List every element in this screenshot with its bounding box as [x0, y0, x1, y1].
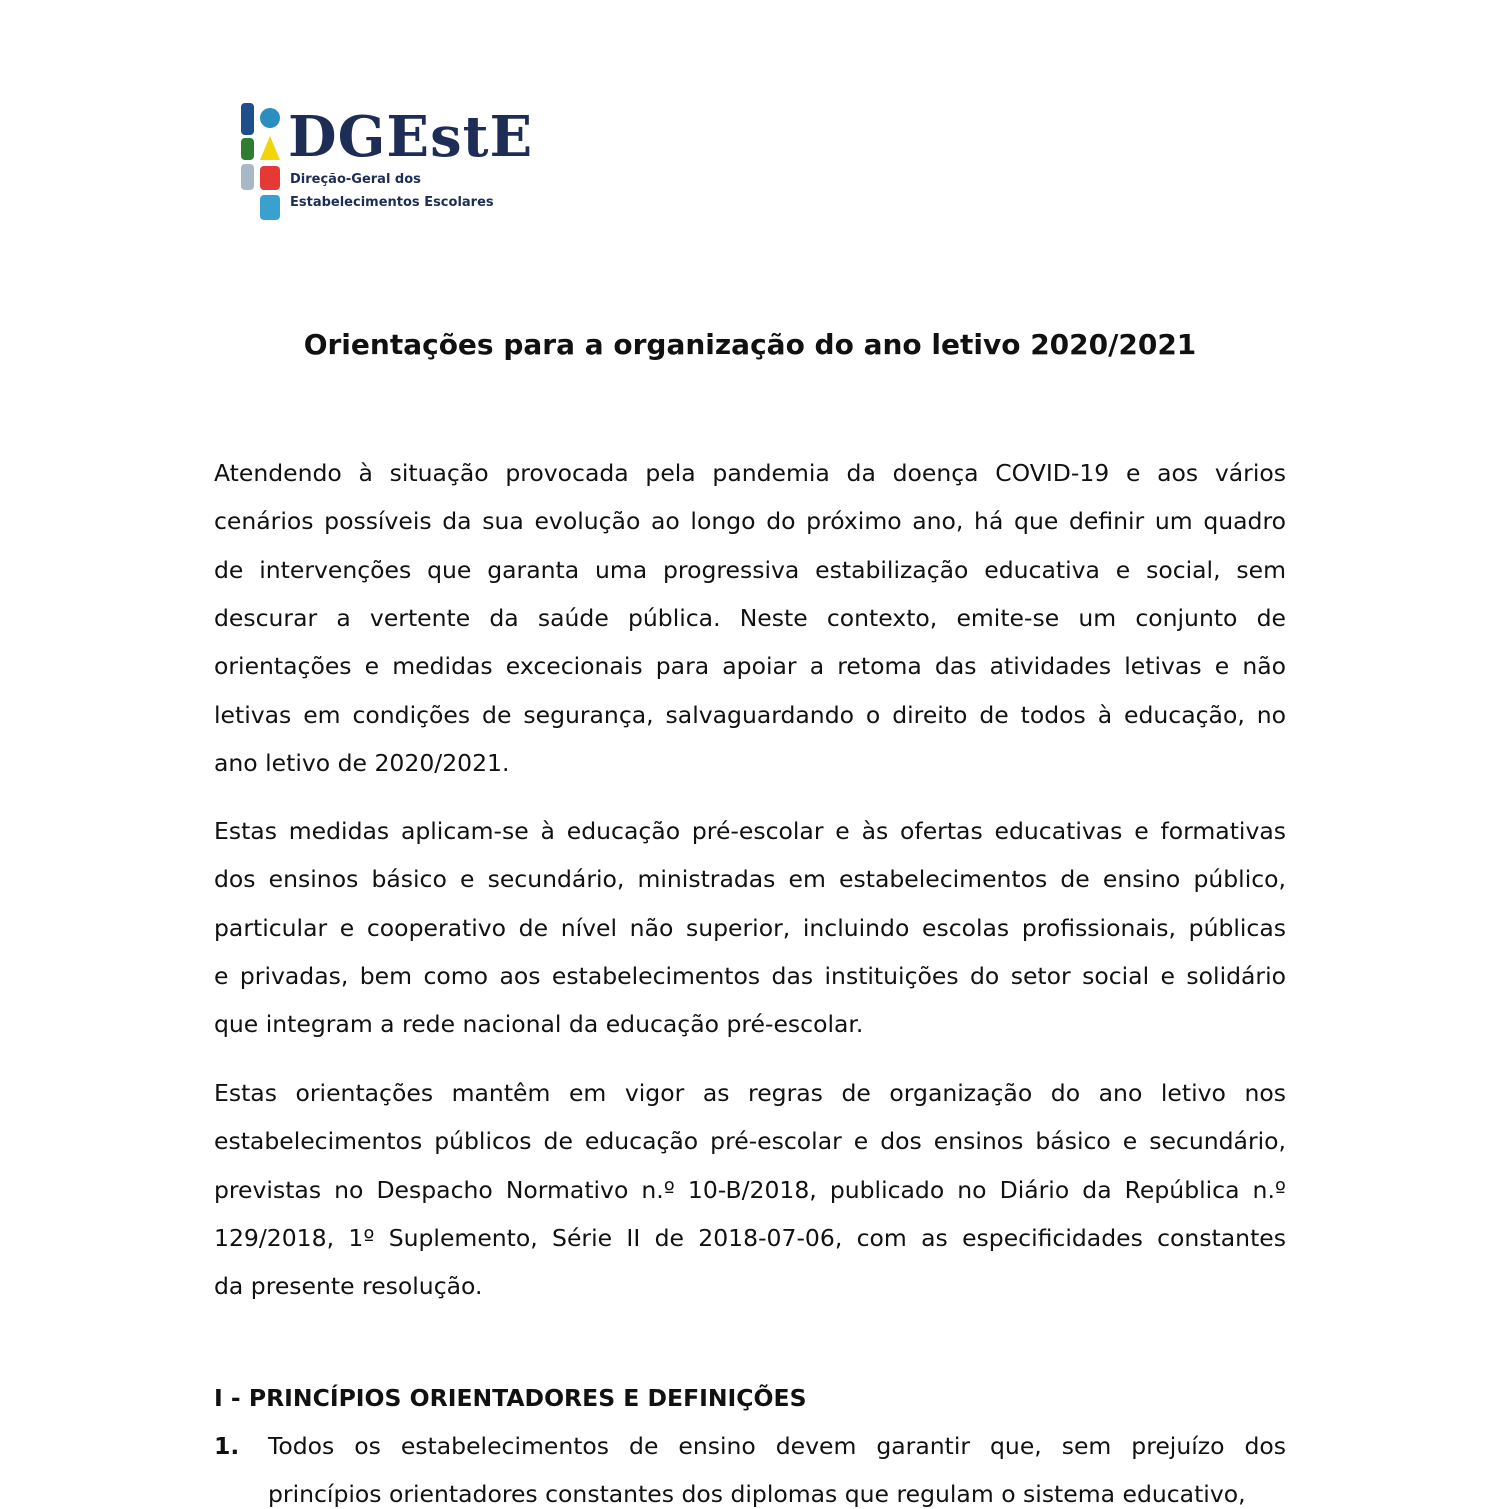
paragraph-line: 129/2018, 1º Suplemento, Série II de 2018-07-06, com as especificidades constantes: [214, 1223, 1286, 1252]
paragraph-line: ano letivo de 2020/2021.: [214, 748, 510, 777]
paragraph-line: de intervenções que garanta uma progressiva estabilização educativa e social, sem: [214, 555, 1286, 584]
paragraph-line: Atendendo à situação provocada pela pandemia da doença COVID-19 e aos vários: [214, 459, 1286, 487]
list-item-line: Todos os estabelecimentos de ensino devem garantir que, sem prejuízo dos: [268, 1432, 1286, 1460]
paragraph-line: particular e cooperativo de nível não superior, incluindo escolas profissionais, públicas: [214, 913, 1286, 942]
paragraph-line: Estas medidas aplicam-se à educação pré-escolar e às ofertas educativas e formativas: [214, 817, 1286, 845]
logo-block: [260, 195, 280, 220]
paragraph-line: descurar a vertente da saúde pública. Neste contexto, emite-se um conjunto de: [214, 603, 1286, 632]
paragraph-line: que integram a rede nacional da educação pré-escolar.: [214, 1010, 864, 1039]
logo-block: [260, 108, 280, 128]
logo-block: [241, 103, 254, 135]
paragraph-line: estabelecimentos públicos de educação pré-escolar e dos ensinos básico e secundário,: [214, 1127, 1286, 1156]
paragraph-line: letivas em condições de segurança, salvaguardando o direito de todos à educação, no: [214, 700, 1286, 729]
dgeste-logo: [238, 100, 538, 225]
logo-subtitle: Estabelecimentos Escolares: [290, 195, 494, 210]
paragraph-line: cenários possíveis da sua evolução ao longo do próximo ano, há que definir um quadro: [214, 507, 1286, 536]
list-item-number: 1.: [214, 1432, 240, 1460]
logo-block: [260, 166, 280, 190]
logo-subtitle: Direção-Geral dos: [290, 172, 421, 187]
paragraph-line: da presente resolução.: [214, 1272, 483, 1301]
list-item-line: princípios orientadores constantes dos diplomas que regulam o sistema educativo,: [268, 1480, 1246, 1508]
logo-wordmark: DGEstE: [288, 104, 534, 170]
document-title: Orientações para a organização do ano letivo 2020/2021: [303, 328, 1197, 361]
logo-block: [241, 164, 254, 190]
paragraph-line: orientações e medidas excecionais para apoiar a retoma das atividades letivas e não: [214, 652, 1286, 681]
paragraph-line: previstas no Despacho Normativo n.º 10-B/2018, publicado no Diário da República n.º: [214, 1175, 1286, 1204]
paragraph-line: Estas orientações mantêm em vigor as regras de organização do ano letivo nos: [214, 1079, 1286, 1107]
logo-triangle: [260, 136, 280, 160]
section-heading: I - PRINCÍPIOS ORIENTADORES E DEFINIÇÕES: [214, 1384, 807, 1412]
paragraph-line: e privadas, bem como aos estabelecimentos das instituições do setor social e solidário: [214, 961, 1286, 990]
paragraph-line: dos ensinos básico e secundário, ministradas em estabelecimentos de ensino público,: [214, 865, 1286, 894]
logo-block: [241, 138, 254, 160]
